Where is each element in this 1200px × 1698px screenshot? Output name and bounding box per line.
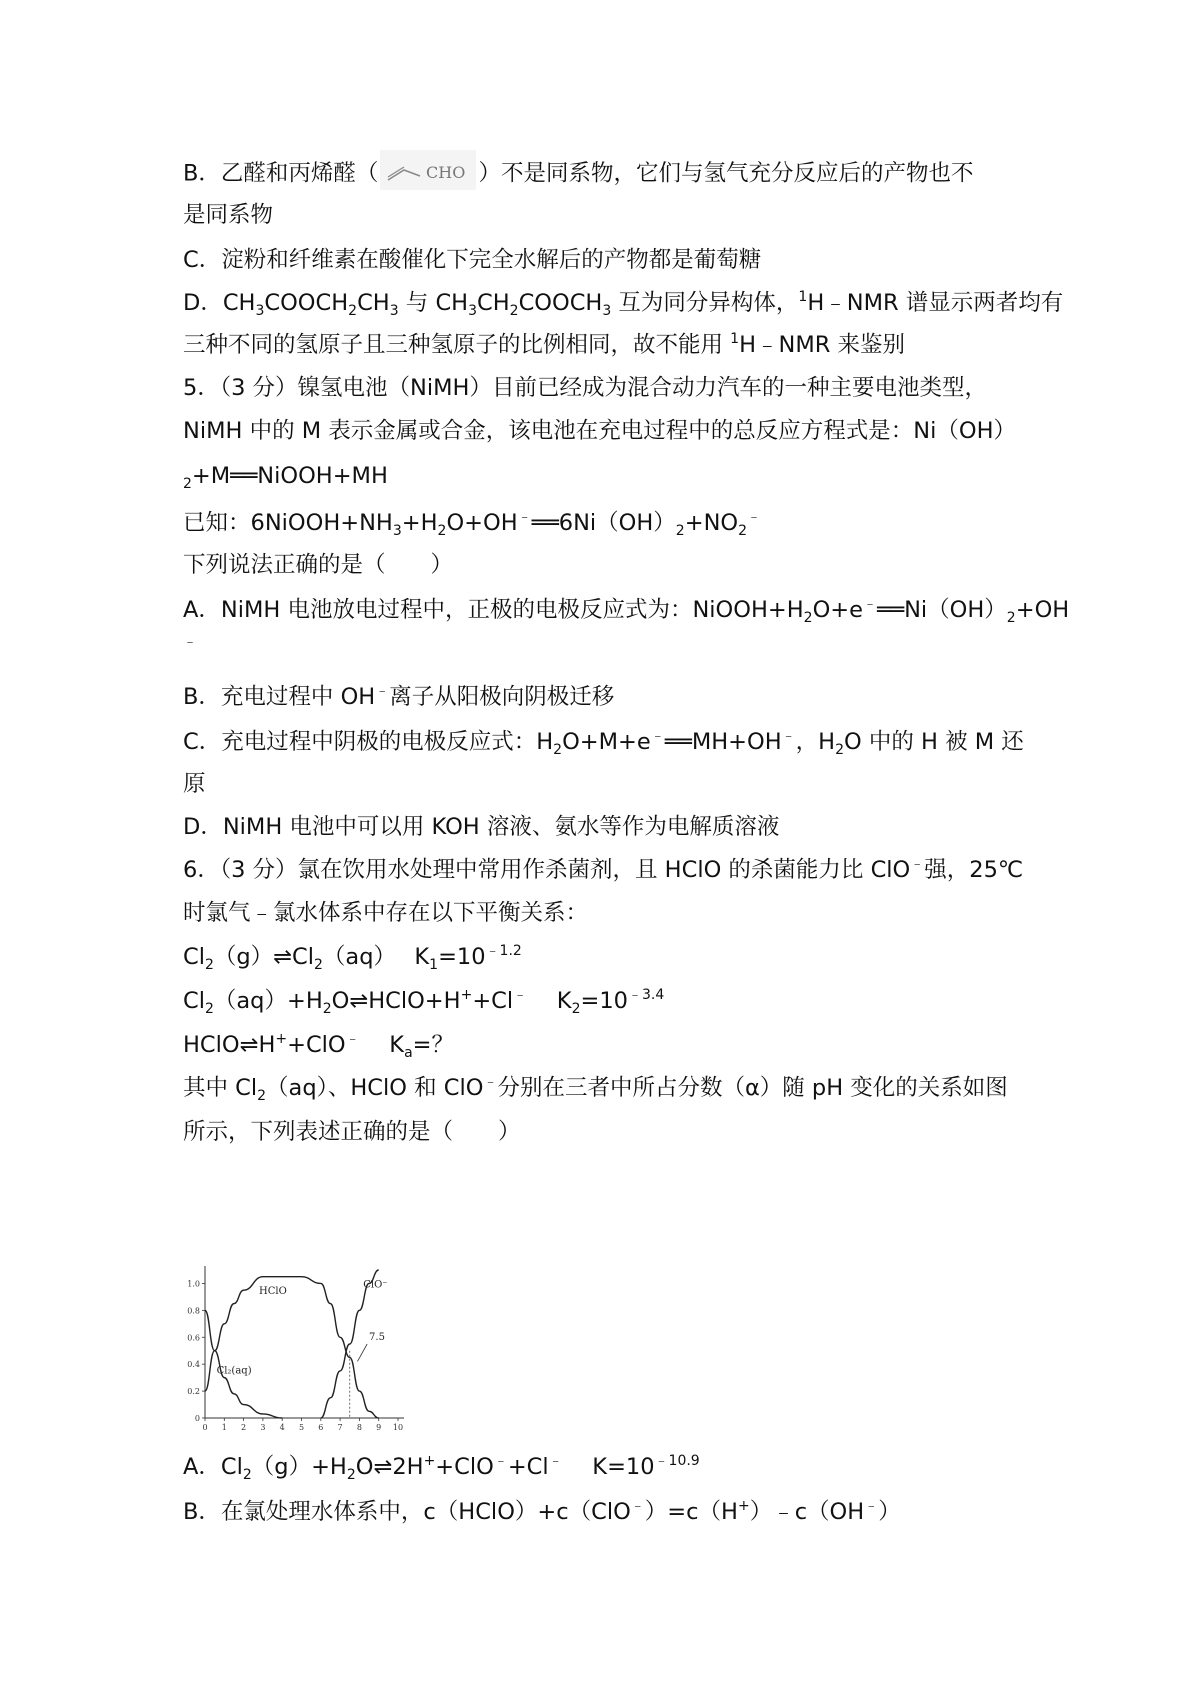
option-5c-line-2: 原 bbox=[183, 771, 206, 797]
question-6-line-1: 6．（3 分）氯在饮用水处理中常用作杀菌剂，且 HClO 的杀菌能力比 ClO﹣强，25℃ bbox=[183, 856, 1024, 883]
series-label-hclo: HClO bbox=[259, 1286, 287, 1298]
question-5-known: 已知：$6NiOOH+NH_3+H_2O+OH^﹣══6Ni(OH)_2+NO_2^﹣$ bbox=[183, 509, 762, 539]
fraction-vs-ph-chart bbox=[183, 1258, 423, 1438]
x-tick-label: 3 bbox=[260, 1423, 266, 1432]
question-6-line-2: 时氯气﹣氯水体系中存在以下平衡关系： bbox=[183, 900, 589, 926]
equilibrium-3: HClO⇌H++ClO﹣ $K_a=$？ bbox=[183, 1031, 455, 1061]
equilibrium-1: $Cl_2(g)\rightleftharpoons Cl_2(aq)$ $K_1=10^{﹣1.2}$ bbox=[183, 943, 522, 973]
question-5-line-1: 5．（3 分）镍氢电池（NiMH）目前已经成为混合动力汽车的一种主要电池类型， bbox=[183, 375, 987, 401]
fraction-chart-svg bbox=[183, 1258, 423, 1438]
option-4d-line-1: D．$CH_3COOCH_2CH_3$ 与 $CH_3CH_2COOCH_3$ 互为同分异构体，$^1$H﹣NMR 谱显示两者均有 bbox=[183, 289, 1064, 319]
series-line-hclo bbox=[205, 1277, 379, 1418]
x-tick-label: 5 bbox=[298, 1423, 305, 1432]
option-5a: A．NiMH 电池放电过程中，正极的电极反应式为：$NiOOH+H_2O+e^﹣══Ni(OH)_2+OH$ bbox=[183, 596, 1070, 626]
x-tick-label: 6 bbox=[318, 1423, 324, 1432]
y-tick-label: 0.6 bbox=[187, 1333, 200, 1343]
equilibrium-2: $Cl_2(aq)+H_2O\rightleftharpoons HClO+H^++Cl^﹣$ $K_2=10^{﹣3.4}$ bbox=[183, 987, 665, 1017]
series-label-cl2aq: Cl₂(aq) bbox=[216, 1365, 252, 1377]
annotation-pointer bbox=[357, 1344, 367, 1361]
option-5b: B．充电过程中 OH﹣离子从阳极向阴极迁移 bbox=[183, 683, 615, 710]
question-5-prompt: 下列说法正确的是（ ） bbox=[183, 552, 454, 578]
x-tick-label: 7 bbox=[337, 1423, 343, 1432]
annotation-label: 7.5 bbox=[369, 1331, 385, 1343]
option-5d: D．NiMH 电池中可以用 KOH 溶液、氨水等作为电解质溶液 bbox=[183, 814, 780, 840]
x-tick-label: 0 bbox=[202, 1423, 208, 1432]
x-tick-label: 4 bbox=[279, 1423, 285, 1432]
x-tick-label: 8 bbox=[356, 1423, 362, 1432]
question-6-line-4: 所示，下列表述正确的是（ ） bbox=[183, 1119, 521, 1145]
y-tick-label: 0.8 bbox=[187, 1306, 200, 1316]
option-5a-wrap: ﹣ bbox=[183, 634, 197, 650]
option-5c-line-1: C．充电过程中阴极的电极反应式：$H_2O+M+e^﹣══MH+OH^﹣$，$H_2O$ 中的 H 被 M 还 bbox=[183, 728, 1024, 758]
x-tick-label: 10 bbox=[392, 1423, 404, 1432]
question-5-line-3: $_2$+M══NiOOH+MH bbox=[183, 463, 388, 492]
option-4c: C．淀粉和纤维素在酸催化下完全水解后的产物都是葡萄糖 bbox=[183, 247, 762, 273]
y-tick-label: 0 bbox=[194, 1414, 200, 1423]
question-6-line-3: 其中 $Cl_2(aq)$、HClO 和 ClO﹣分别在三者中所占分数（α）随 pH 变化的关系如图 bbox=[183, 1074, 1008, 1104]
y-tick-label: 0.2 bbox=[187, 1387, 200, 1397]
y-tick-label: 1.0 bbox=[187, 1279, 200, 1289]
propenal-structure-image bbox=[380, 150, 476, 190]
y-tick-label: 0.4 bbox=[187, 1360, 200, 1370]
x-tick-label: 2 bbox=[241, 1423, 247, 1432]
series-line-cl2aq bbox=[205, 1310, 282, 1418]
option-4b-line-1: B．乙醛和丙烯醛（ CHO ）不是同系物，它们与氢气充分反应后的产物也不 bbox=[183, 158, 973, 190]
question-5-line-2: NiMH 中的 M 表示金属或合金，该电池在充电过程中的总反应方程式是：Ni（OH） bbox=[183, 418, 1016, 444]
svg-text:CHO: CHO bbox=[426, 163, 466, 182]
x-tick-label: 9 bbox=[376, 1423, 382, 1432]
option-4b-line-2: 是同系物 bbox=[183, 202, 274, 228]
series-label-clo: ClO⁻ bbox=[363, 1279, 388, 1291]
x-tick-label: 1 bbox=[221, 1423, 227, 1432]
option-6a: A．$Cl_2(g)+H_2O\rightleftharpoons 2H^++ClO^﹣+Cl^﹣$ $K=10^{﹣10.9}$ bbox=[183, 1453, 700, 1483]
option-4d-line-2: 三种不同的氢原子且三种氢原子的比例相同，故不能用 $^1$H﹣NMR 来鉴别 bbox=[183, 331, 906, 358]
option-6b: B．在氯处理水体系中，c（HClO）+c（ClO﹣）=c（H+）﹣c（OH﹣） bbox=[183, 1498, 901, 1525]
